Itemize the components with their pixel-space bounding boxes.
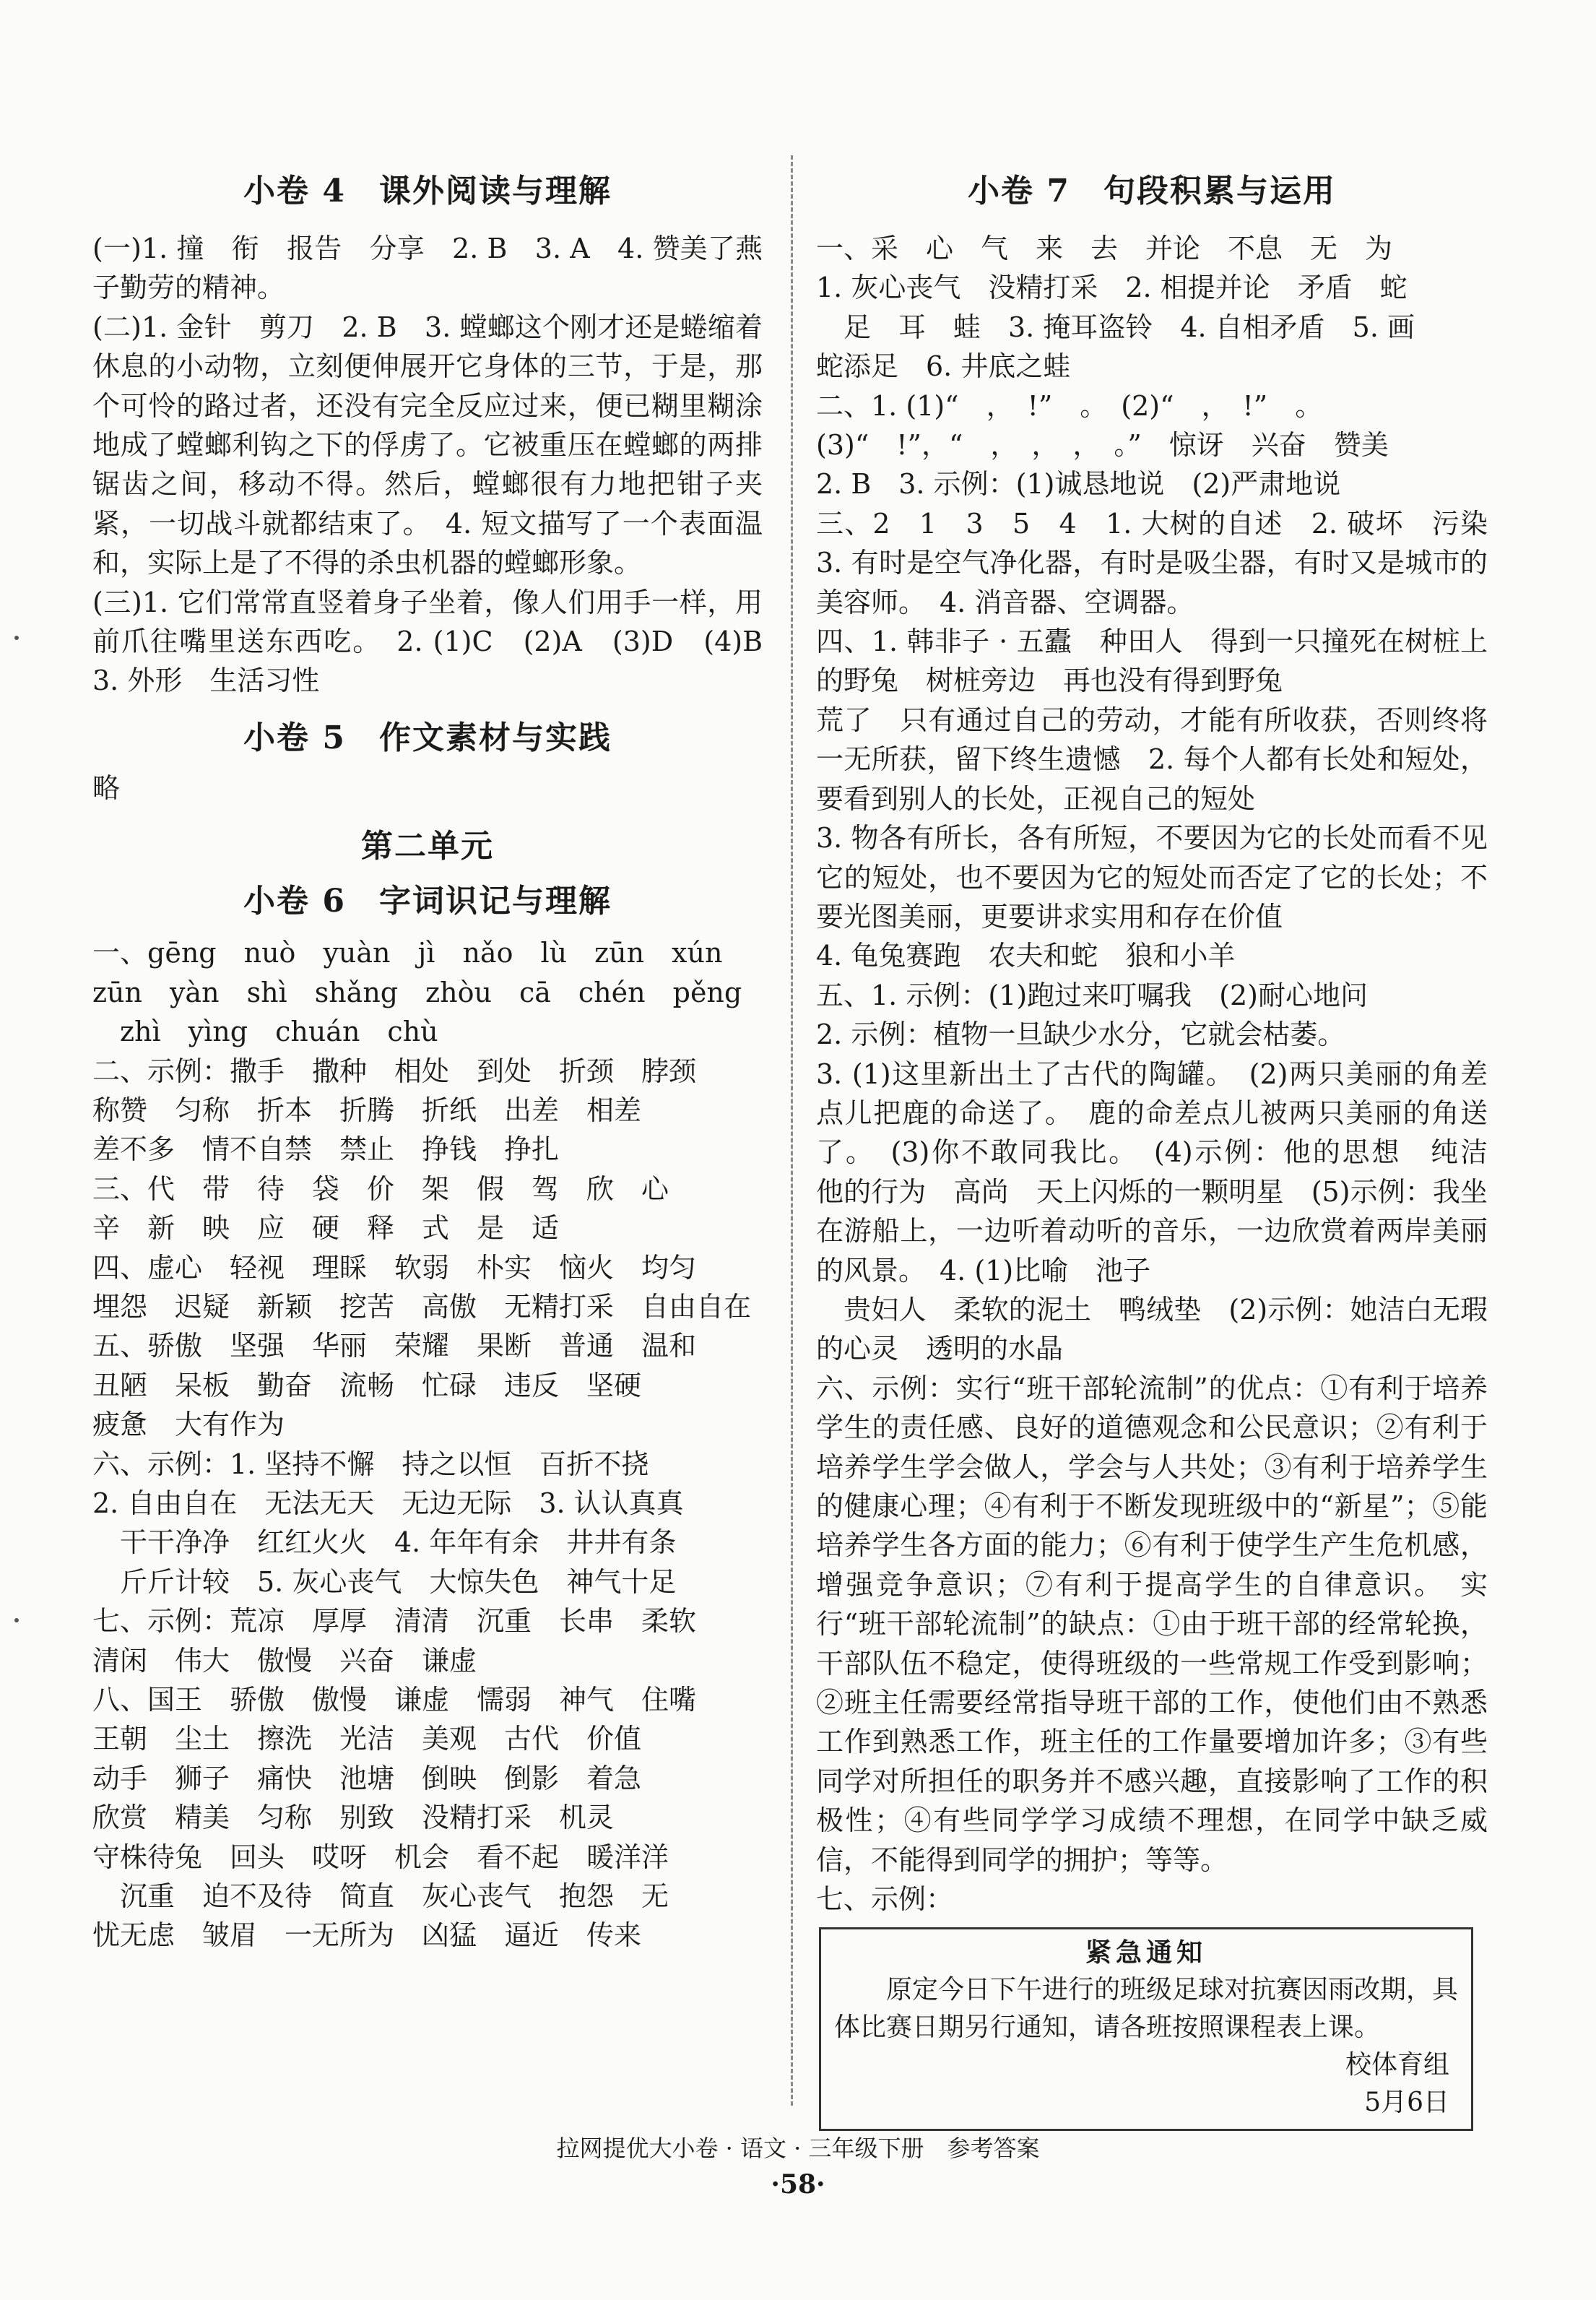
answer-block: 二、1. (1)“ ， !” 。 (2)“ ， !” 。 (3)“ !”，“ ， ， ， 。” 惊讶 兴奋 赞美 2. B 3. 示例：(1)诚恳地说 (2)严肃地说 <box>816 389 1389 501</box>
answer-block: 三、代 带 待 袋 价 架 假 驾 欣 心 辛 新 映 应 硬 释 式 是 适 <box>92 1172 669 1245</box>
notice-signature-org: 校体育组 <box>1345 2050 1449 2080</box>
section-6-answers <box>92 933 763 1955</box>
page-number: ·58· <box>771 2169 825 2200</box>
urgent-notice-box <box>819 1927 1473 2131</box>
section-title-4: 小卷 4 课外阅读与理解 <box>243 173 612 209</box>
notice-signature-date: 5月6日 <box>1364 2088 1449 2118</box>
answer-block: 三、2 1 3 5 4 1. 大树的自述 2. 破坏 污染 3. 有时是空气净化器，有时是吸尘器，有时又是城市的美容师。 4. 消音器、空调器。 <box>816 507 1516 618</box>
section-7-answers <box>816 229 1516 1919</box>
answer-block: 八、国王 骄傲 傲慢 谦虚 懦弱 神气 住嘴 王朝 尘土 擦洗 光洁 美观 古代 价值 动手 狮子 痛快 池塘 倒映 倒影 着急 欣赏 精美 匀称 别致 没精打采 机灵 守株待兔 回头 哎呀 机会 看不起 暖洋洋 沉重 迫不及待 简直 灰心丧气 抱怨 无 忧无虑 皱眉 一无所为 凶猛 逼近 传来 <box>92 1684 697 1952</box>
answer-block: (三)1. 它们常常直竖着身子坐着，像人们用手一样，用前爪往嘴里送东西吃。 2. (1)C (2)A (3)D (4)B 3. 外形 生活习性 <box>92 586 791 697</box>
scan-dot <box>14 1618 19 1622</box>
answer-block: 五、1. 示例：(1)跑过来叮嘱我 (2)耐心地问 2. 示例：植物一旦缺少水分，它就会枯萎。 3. (1)这里新出土了古代的陶罐。 (2)两只美丽的角差点儿把鹿的命送了。 鹿的命差点儿被两只美丽的角送了。 (3)你不敢同我比。 (4)示例：他的思想 纯洁 他的行为 高尚 天上闪烁的一颗明星 (5)示例：我坐在游船上，一边听着动听的音乐，一边欣赏着两岸美丽的风景。 4. (1)比喻 池子 贵妇人 柔软的泥土 鸭绒垫 (2)示例：她洁白无瑕的心灵 透明的水晶 <box>816 979 1488 1365</box>
scan-dot <box>14 636 19 640</box>
section-title-5: 小卷 5 作文素材与实践 <box>243 719 612 756</box>
answer-block: (二)1. 金针 剪刀 2. B 3. 螳螂这个刚才还是蜷缩着休息的小动物，立刻便伸展开它身体的三节，于是，那个可怜的路过者，还没有完全反应过来，便已糊里糊涂地成了螳螂利钩之下的俘虏了。它被重压在螳螂的两排锯齿之间，移动不得。然后，螳螂很有力地把钳子夹紧，一切战斗就都结束了。 4. 短文描写了一个表面温和，实际上是了不得的杀虫机器的螳螂形象。 <box>92 311 763 579</box>
section-title-7: 小卷 7 句段积累与运用 <box>968 173 1336 209</box>
answer-block: 五、骄傲 坚强 华丽 荣耀 果断 普通 温和 丑陋 呆板 勤奋 流畅 忙碌 违反 坚硬 疲惫 大有作为 <box>92 1330 697 1441</box>
notice-title: 紧急通知 <box>1085 1937 1207 1968</box>
answer-block: 四、虚心 轻视 理睬 软弱 朴实 恼火 均匀 埋怨 迟疑 新颖 挖苦 高傲 无精打采 自由自在 <box>92 1251 752 1323</box>
left-column <box>92 155 791 1955</box>
column-divider <box>791 155 793 2106</box>
answer-block: 六、示例：实行“班干部轮流制”的优点：①有利于培养学生的责任感、良好的道德观念和公民意识；②有利于培养学生学会做人，学会与人共处；③有利于培养学生的健康心理；④有利于不断发现班级中的“新星”；⑤能培养学生各方面的能力；⑥有利于使学生产生危机感，增强竞争意识；⑦有利于提高学生的自律意识。 实行“班干部轮流制”的缺点：①由于班干部的经常轮换，干部队伍不稳定，使得班级的一些常规工作受到影响；②班主任需要经常指导班干部的工作，使他们由不熟悉工作到熟悉工作，班主任的工作量要增加许多；③有些同学对所担任的职务并不感兴趣，直接影响了工作的积极性；④有些同学学习成绩不理想，在同学中缺乏威信，不能得到同学的拥护；等等。 <box>816 1372 1488 1876</box>
right-column <box>816 155 1516 2131</box>
answer-block: (一)1. 撞 衔 报告 分享 2. B 3. A 4. 赞美了燕子勤劳的精神。 <box>92 233 763 304</box>
footer-book-title: 拉网提优大小卷 · 语文 · 三年级下册 参考答案 <box>556 2135 1040 2162</box>
answer-block: 四、1. 韩非子 · 五蠹 种田人 得到一只撞死在树桩上的野兔 树桩旁边 再也没有得到野兔 荒了 只有通过自己的劳动，才能有所收获，否则终将一无所获，留下终生遗憾 2. 每个人都有长处和短处，要看到别人的长处，正视自己的短处 3. 物各有所长，各有所短，不要因为它的长处而看不见它的短处，也不要因为它的短处而否定了它的长处；不要光图美丽，更要讲求实用和存在价值 4. 龟兔赛跑 农夫和蛇 狼和小羊 <box>816 626 1488 972</box>
unit-title: 第二单元 <box>361 828 494 865</box>
answer-block: 一、采 心 气 来 去 并论 不息 无 为 1. 灰心丧气 没精打采 2. 相提并论 矛盾 蛇 足 耳 蛙 3. 掩耳盗铃 4. 自相矛盾 5. 画 蛇添足 6. 井底之蛙 <box>816 233 1415 383</box>
section-5-answer: 略 <box>92 771 121 804</box>
section-title-6: 小卷 6 字词识记与理解 <box>243 883 612 920</box>
answer-block: 一、gēng nuò yuàn jì nǎo lù zūn xún zūn yàn shì shǎng zhòu cā chén pěng zhì yìng chuán chù <box>92 937 742 1048</box>
answer-block: 七、示例：荒凉 厚厚 清清 沉重 长串 柔软 清闲 伟大 傲慢 兴奋 谦虚 <box>92 1605 697 1677</box>
section-4-answers <box>92 229 791 701</box>
answer-block: 七、示例： <box>816 1883 954 1916</box>
answer-block: 六、示例：1. 坚持不懈 持之以恒 百折不挠 2. 自由自在 无法无天 无边无际 3. 认认真真 干干净净 红红火火 4. 年年有余 井井有条 斤斤计较 5. 灰心丧气 大惊失色 神气十足 <box>92 1448 684 1598</box>
answer-block: 二、示例：撒手 撒种 相处 到处 折颈 脖颈 称赞 匀称 折本 折腾 折纸 出差 相差 差不多 情不自禁 禁止 挣钱 挣扎 <box>92 1055 697 1166</box>
notice-body: 原定今日下午进行的班级足球对抗赛因雨改期，具体比赛日期另行通知，请各班按照课程表上课。 <box>834 1975 1459 2043</box>
